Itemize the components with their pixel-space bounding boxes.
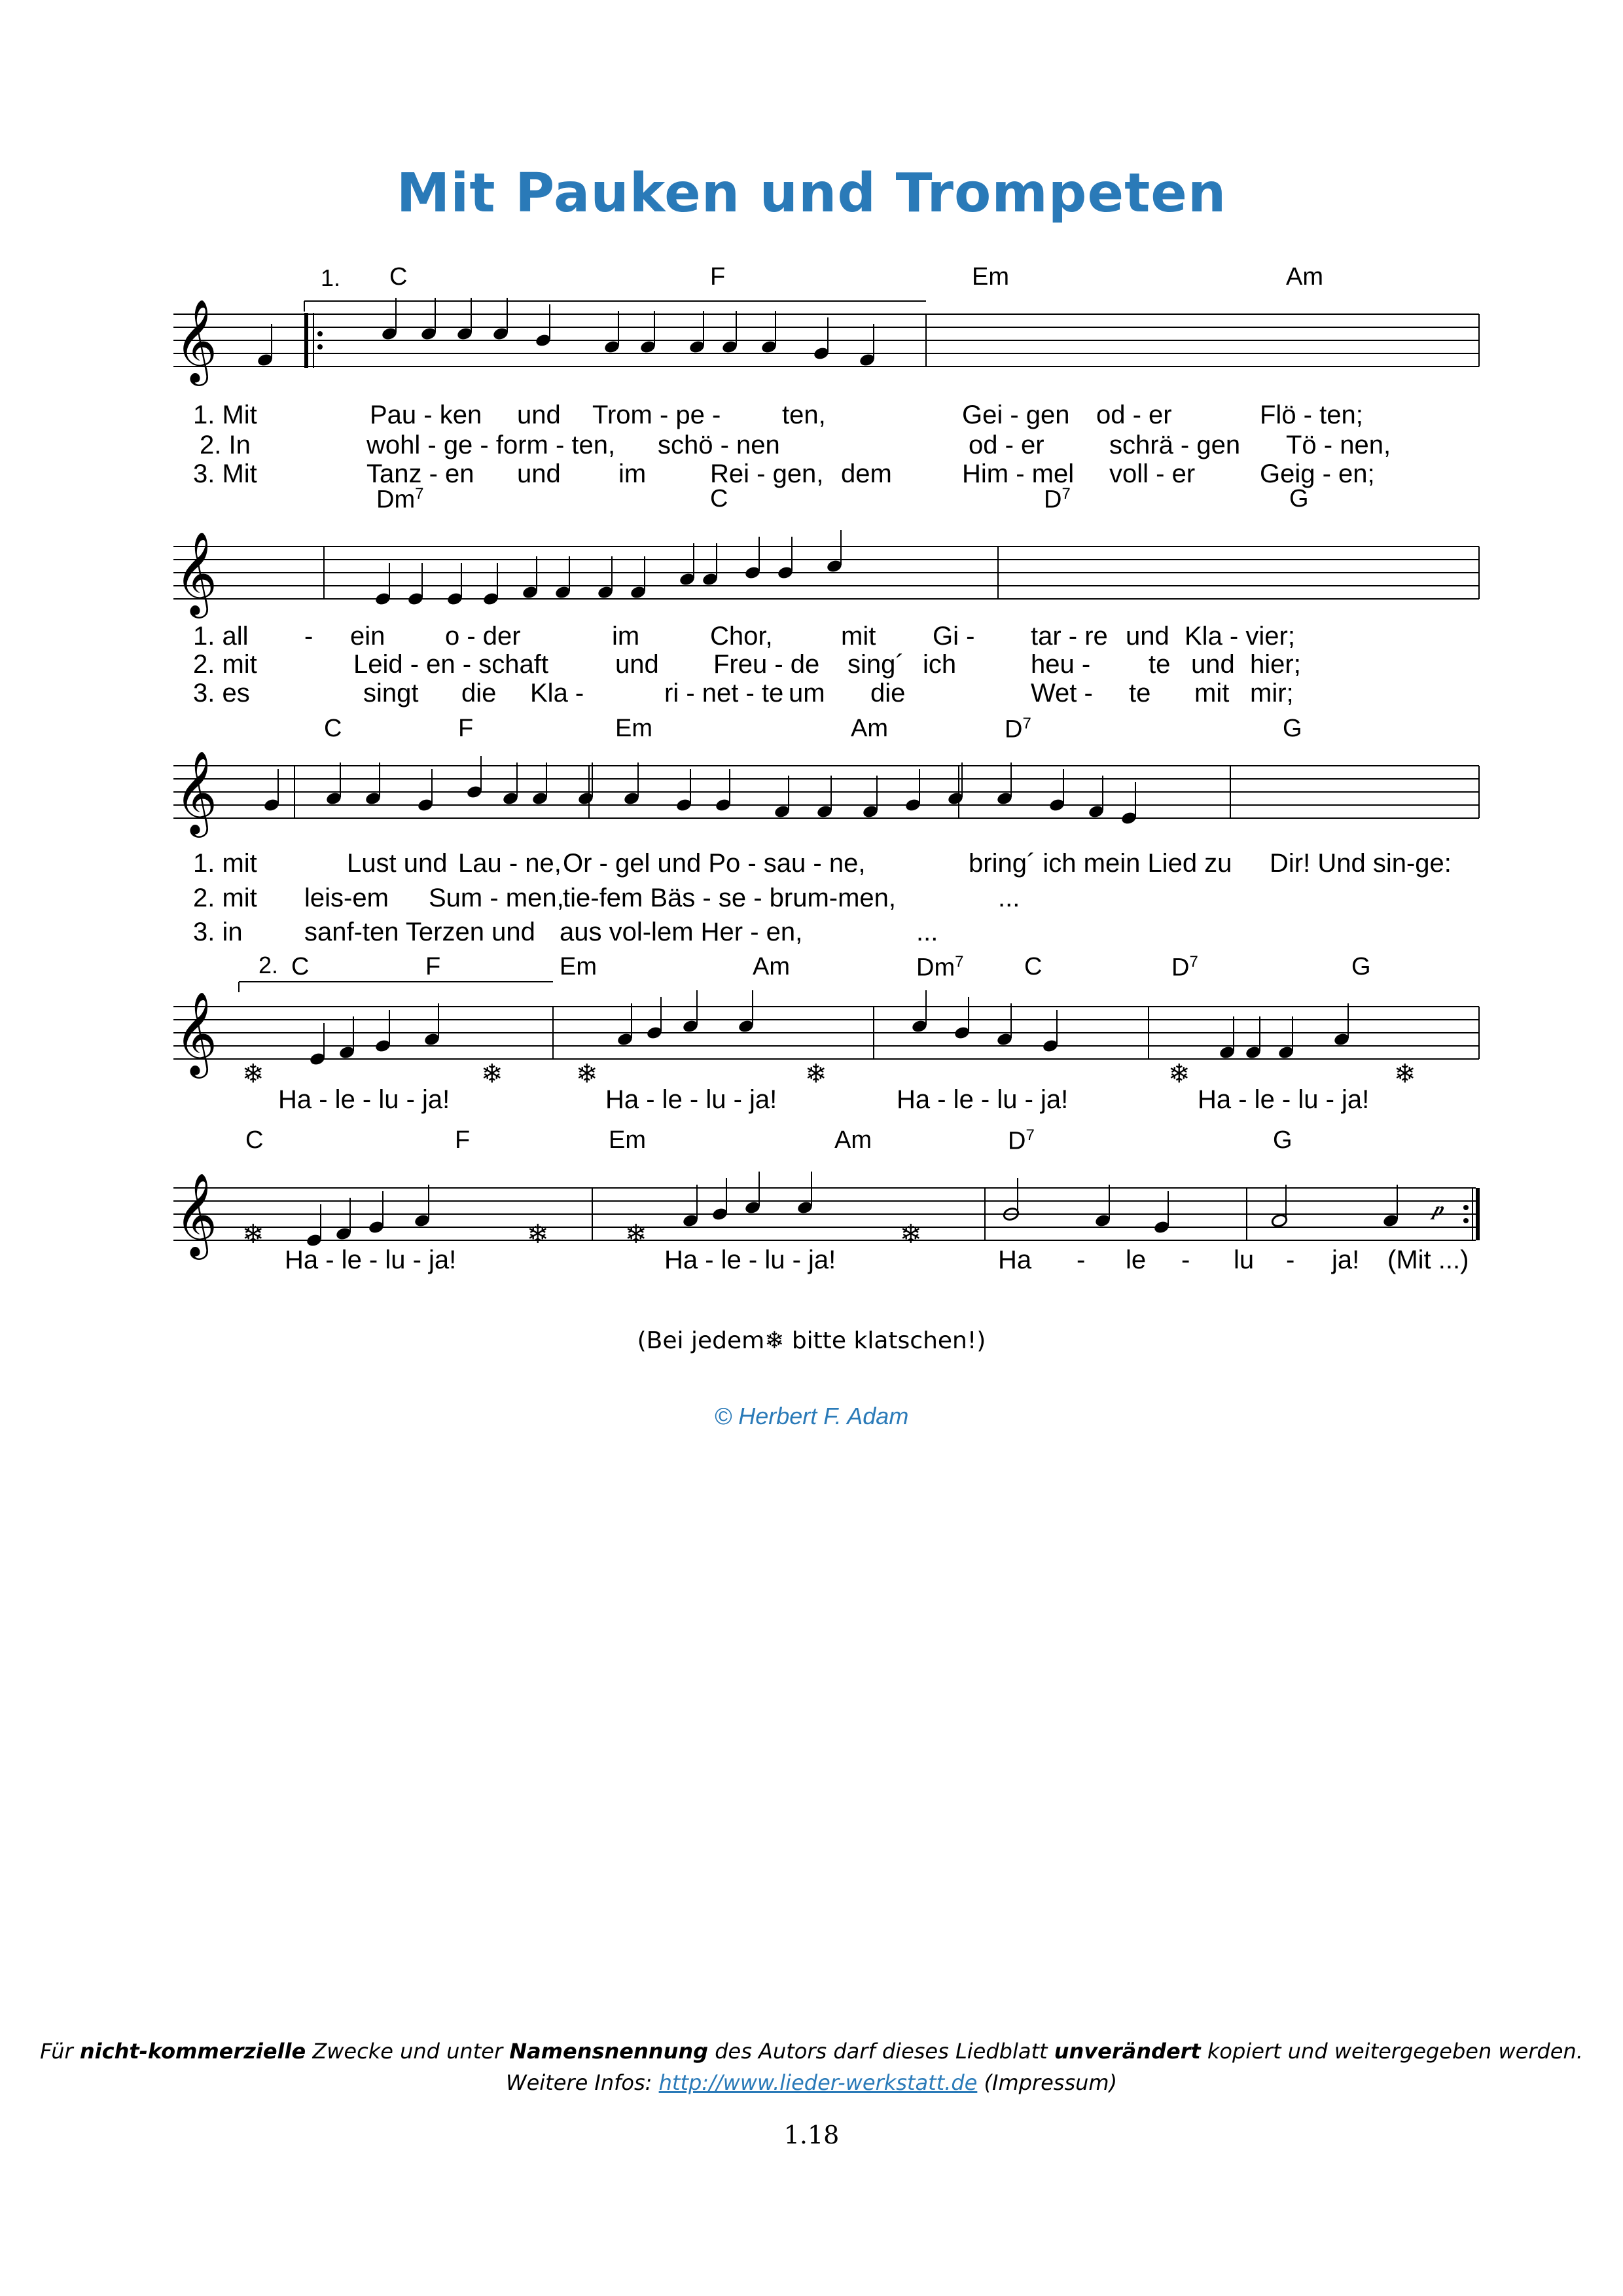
footer-text: Zwecke und unter bbox=[306, 2039, 510, 2064]
chord-name: Em bbox=[972, 263, 1009, 291]
lyric-syllable: Gi - bbox=[933, 622, 975, 651]
clap-instruction-after: bitte klatschen!) bbox=[791, 1327, 986, 1354]
lyric-syllable: 2. mit bbox=[193, 884, 257, 912]
lyric-syllable: ein bbox=[350, 622, 385, 651]
footer-emphasis: nicht-kommerzielle bbox=[79, 2039, 306, 2064]
clap-icon: ❄ bbox=[805, 1060, 827, 1088]
chord-symbol bbox=[1273, 1126, 1293, 1155]
chord-extension: 7 bbox=[415, 485, 424, 503]
clap-instruction bbox=[0, 1327, 1623, 1354]
lyric-syllable: ... bbox=[916, 918, 938, 946]
treble-clef-icon: 𝄞 bbox=[175, 1172, 218, 1256]
chord-name: Em bbox=[615, 715, 652, 742]
chord-name: C bbox=[710, 485, 728, 512]
chord-name: Em bbox=[560, 953, 597, 980]
staff-4 bbox=[173, 967, 1482, 1098]
lyric-syllable: 2. mit bbox=[193, 650, 257, 679]
lyric-syllable: hier; bbox=[1250, 650, 1301, 679]
lyric-syllable: Rei - gen, bbox=[710, 459, 824, 488]
lyric-syllable: bring´ ich mein Lied zu bbox=[969, 849, 1232, 878]
lyric-syllable: - bbox=[1181, 1246, 1190, 1274]
chord-symbol bbox=[615, 715, 652, 743]
lyric-syllable: und bbox=[517, 459, 561, 488]
lyric-syllable: Ha - le - lu - ja! bbox=[605, 1085, 777, 1114]
page-number: 1.18 bbox=[783, 2121, 840, 2149]
chord-extension: 7 bbox=[1026, 1126, 1035, 1144]
chord-name: G bbox=[1351, 953, 1371, 980]
chord-name: Dm bbox=[376, 486, 416, 514]
lyric-syllable: Trom - pe - bbox=[592, 401, 721, 429]
chord-symbol bbox=[1005, 715, 1031, 744]
footer-text: des Autors darf dieses Liedblatt bbox=[708, 2039, 1054, 2064]
treble-clef-icon: 𝄞 bbox=[175, 991, 218, 1075]
footer-text: Für bbox=[40, 2039, 80, 2064]
lyric-syllable: heu - bbox=[1031, 650, 1091, 679]
lyric-syllable: voll - er bbox=[1109, 459, 1196, 488]
website-link[interactable]: http://www.lieder-werkstatt.de bbox=[658, 2070, 978, 2095]
chord-symbol bbox=[851, 715, 888, 743]
lyric-syllable: od - er bbox=[969, 431, 1044, 459]
chord-name: Am bbox=[753, 953, 790, 980]
chord-extension: 7 bbox=[955, 953, 964, 971]
song-title: Mit Pauken und Trompeten bbox=[396, 162, 1227, 224]
lyric-syllable: Chor, bbox=[710, 622, 773, 651]
treble-clef-icon: 𝄞 bbox=[175, 531, 218, 615]
lyric-syllable: um bbox=[789, 679, 825, 708]
chord-symbol bbox=[1351, 953, 1371, 981]
volta-bracket-label: 2. bbox=[259, 952, 279, 978]
lyric-syllable: im bbox=[612, 622, 640, 651]
staff-2 bbox=[173, 501, 1482, 632]
lyric-syllable: Or - gel und Po - sau - ne, bbox=[563, 849, 866, 878]
lyric-syllable: Gei - gen bbox=[962, 401, 1070, 429]
clap-icon: ❄ bbox=[481, 1060, 503, 1088]
lyric-syllable: sanf-ten Terzen und bbox=[304, 918, 535, 946]
chord-name: Em bbox=[609, 1126, 646, 1154]
chord-name: C bbox=[1024, 953, 1043, 980]
footer bbox=[0, 2036, 1623, 2098]
lyric-syllable: Kla - vier; bbox=[1185, 622, 1295, 651]
chord-name: D bbox=[1044, 486, 1062, 514]
copyright: © Herbert F. Adam bbox=[714, 1403, 909, 1429]
clap-icon: ❄ bbox=[242, 1220, 264, 1249]
lyric-syllable: Pau - ken bbox=[370, 401, 482, 429]
lyric-syllable: tar - re bbox=[1031, 622, 1108, 651]
lyric-syllable: Tanz - en bbox=[366, 459, 474, 488]
chord-symbol bbox=[972, 263, 1009, 291]
clap-icon: ❄ bbox=[1168, 1060, 1190, 1088]
chord-symbol bbox=[834, 1126, 872, 1155]
lyric-syllable: ... bbox=[998, 884, 1020, 912]
lyric-syllable: schrä - gen bbox=[1109, 431, 1241, 459]
footer-text: kopiert und weitergegeben werden. bbox=[1200, 2039, 1583, 2064]
lyric-syllable: ri - net - te bbox=[664, 679, 784, 708]
lyric-syllable: 2. In bbox=[200, 431, 251, 459]
lyric-syllable: 3. es bbox=[193, 679, 250, 708]
chord-symbol bbox=[1171, 953, 1198, 982]
footer-emphasis: Namensnennung bbox=[509, 2039, 709, 2064]
staff-3 bbox=[173, 726, 1482, 857]
clap-icon: ❄ bbox=[527, 1220, 549, 1249]
chord-symbol bbox=[245, 1126, 263, 1155]
lyric-syllable: leis-em bbox=[304, 884, 389, 912]
footer-text: (Impressum) bbox=[977, 2070, 1118, 2095]
svg-text:𝆏: 𝆏 bbox=[1433, 1198, 1443, 1221]
lyric-syllable: (Mit ...) bbox=[1387, 1246, 1469, 1274]
lyric-syllable: o - der bbox=[445, 622, 521, 651]
treble-clef-icon: 𝄞 bbox=[175, 298, 218, 382]
lyric-syllable: od - er bbox=[1096, 401, 1172, 429]
lyric-syllable: te bbox=[1149, 650, 1171, 679]
chord-symbol bbox=[1044, 485, 1071, 514]
clap-icon: ❄ bbox=[576, 1060, 598, 1088]
chord-symbol bbox=[324, 715, 342, 743]
lyric-syllable: 1. all bbox=[193, 622, 249, 651]
chord-symbol bbox=[710, 485, 728, 513]
chord-name: F bbox=[455, 1126, 471, 1154]
chord-symbol bbox=[458, 715, 473, 743]
lyric-syllable: schö - nen bbox=[658, 431, 780, 459]
lyric-syllable: 3. Mit bbox=[193, 459, 257, 488]
chord-extension: 7 bbox=[1061, 485, 1071, 503]
lyric-syllable: Freu - de bbox=[713, 650, 820, 679]
lyric-syllable: Flö - ten; bbox=[1260, 401, 1363, 429]
lyric-syllable: Lau - ne, bbox=[458, 849, 562, 878]
lyric-syllable: Ha - le - lu - ja! bbox=[278, 1085, 450, 1114]
lyric-syllable: Ha - le - lu - ja! bbox=[1198, 1085, 1370, 1114]
lyric-syllable: Ha - le - lu - ja! bbox=[664, 1246, 836, 1274]
lyric-syllable: Him - mel bbox=[962, 459, 1075, 488]
lyric-syllable: - bbox=[1077, 1246, 1086, 1274]
lyric-syllable: mir; bbox=[1250, 679, 1294, 708]
chord-name: Am bbox=[834, 1126, 872, 1154]
chord-symbol bbox=[710, 263, 725, 291]
lyric-syllable: mit bbox=[841, 622, 876, 651]
lyric-syllable: Ha bbox=[998, 1246, 1032, 1274]
lyric-syllable: 3. in bbox=[193, 918, 243, 946]
lyric-syllable: im bbox=[618, 459, 647, 488]
lyric-syllable: 1. mit bbox=[193, 849, 257, 878]
chord-name: Am bbox=[851, 715, 888, 742]
lyric-syllable: ten, bbox=[782, 401, 826, 429]
lyric-syllable: tie-fem Bäs - se - brum-men, bbox=[563, 884, 897, 912]
chord-name: C bbox=[324, 715, 342, 742]
chord-name: D bbox=[1171, 954, 1190, 982]
lyric-syllable: lu bbox=[1234, 1246, 1255, 1274]
footer-line-1 bbox=[0, 2036, 1623, 2067]
lyric-syllable: Ha - le - lu - ja! bbox=[285, 1246, 457, 1274]
chord-name: C bbox=[291, 953, 310, 980]
chord-symbol bbox=[455, 1126, 470, 1155]
chord-name: C bbox=[245, 1126, 264, 1154]
chord-name: D bbox=[1005, 715, 1023, 744]
chord-symbol bbox=[609, 1126, 646, 1155]
chord-symbol bbox=[1283, 715, 1302, 743]
lyric-syllable: - bbox=[1286, 1246, 1295, 1274]
lyric-syllable: Dir! Und sin-ge: bbox=[1270, 849, 1452, 878]
lyric-syllable: wohl - ge - form - ten, bbox=[366, 431, 616, 459]
volta-bracket-label: 1. bbox=[321, 264, 341, 291]
footer-text: Weitere Infos: bbox=[505, 2070, 659, 2095]
chord-symbol bbox=[425, 953, 440, 981]
chord-symbol bbox=[291, 953, 309, 981]
lyric-syllable: Tö - nen, bbox=[1286, 431, 1391, 459]
lyric-syllable: und bbox=[517, 401, 561, 429]
lyric-syllable: Leid - en - schaft bbox=[353, 650, 548, 679]
chord-name: G bbox=[1283, 715, 1302, 742]
lyric-syllable: Sum - men, bbox=[429, 884, 564, 912]
chord-extension: 7 bbox=[1189, 953, 1198, 971]
lyric-syllable: Wet - bbox=[1031, 679, 1093, 708]
clap-icon: ❄ bbox=[242, 1060, 264, 1088]
lyric-syllable: singt bbox=[363, 679, 419, 708]
chord-symbol bbox=[560, 953, 597, 981]
lyric-syllable: ich bbox=[923, 650, 957, 679]
clap-icon: ❄ bbox=[764, 1327, 785, 1354]
chord-name: Dm bbox=[916, 954, 955, 982]
chord-name: F bbox=[458, 715, 474, 742]
lyric-syllable: aus vol-lem Her - en, bbox=[560, 918, 803, 946]
lyric-syllable: ja! bbox=[1332, 1246, 1360, 1274]
lyric-syllable: die bbox=[870, 679, 906, 708]
clap-icon: ❄ bbox=[1394, 1060, 1416, 1088]
chord-name: F bbox=[710, 263, 726, 291]
lyric-syllable: Lust und bbox=[347, 849, 448, 878]
lyric-syllable: die bbox=[461, 679, 497, 708]
chord-symbol bbox=[753, 953, 790, 981]
chord-symbol bbox=[376, 485, 423, 514]
staff-1 bbox=[173, 288, 1482, 419]
chord-name: C bbox=[389, 263, 408, 291]
chord-symbol bbox=[1286, 263, 1323, 291]
chord-symbol bbox=[916, 953, 963, 982]
treble-clef-icon: 𝄞 bbox=[175, 750, 218, 834]
chord-name: G bbox=[1289, 485, 1309, 512]
lyric-syllable: und bbox=[615, 650, 659, 679]
lyric-syllable: und bbox=[1191, 650, 1235, 679]
lyric-syllable: le bbox=[1126, 1246, 1147, 1274]
chord-name: Am bbox=[1286, 263, 1323, 291]
chord-name: G bbox=[1273, 1126, 1293, 1154]
lyric-syllable: und bbox=[1126, 622, 1169, 651]
chord-name: F bbox=[425, 953, 441, 980]
clap-icon: ❄ bbox=[900, 1220, 922, 1249]
clap-instruction-before: (Bei jedem bbox=[637, 1327, 765, 1354]
chord-symbol bbox=[1024, 953, 1042, 981]
lyric-syllable: - bbox=[304, 622, 313, 651]
lyric-syllable: Geig - en; bbox=[1260, 459, 1375, 488]
chord-symbol bbox=[389, 263, 407, 291]
lyric-syllable: te bbox=[1129, 679, 1151, 708]
lyric-syllable: dem bbox=[841, 459, 892, 488]
lyric-syllable: mit bbox=[1194, 679, 1230, 708]
chord-name: D bbox=[1008, 1127, 1026, 1155]
clap-icon: ❄ bbox=[625, 1220, 647, 1249]
chord-symbol bbox=[1008, 1126, 1035, 1156]
lyric-syllable: Kla - bbox=[530, 679, 584, 708]
lyric-syllable: 1. Mit bbox=[193, 401, 257, 429]
footer-line-2 bbox=[0, 2067, 1623, 2098]
chord-symbol bbox=[1289, 485, 1309, 513]
footer-emphasis: unverändert bbox=[1054, 2039, 1201, 2064]
chord-extension: 7 bbox=[1022, 715, 1031, 732]
lyric-syllable: Ha - le - lu - ja! bbox=[897, 1085, 1069, 1114]
lyric-syllable: sing´ bbox=[847, 650, 904, 679]
